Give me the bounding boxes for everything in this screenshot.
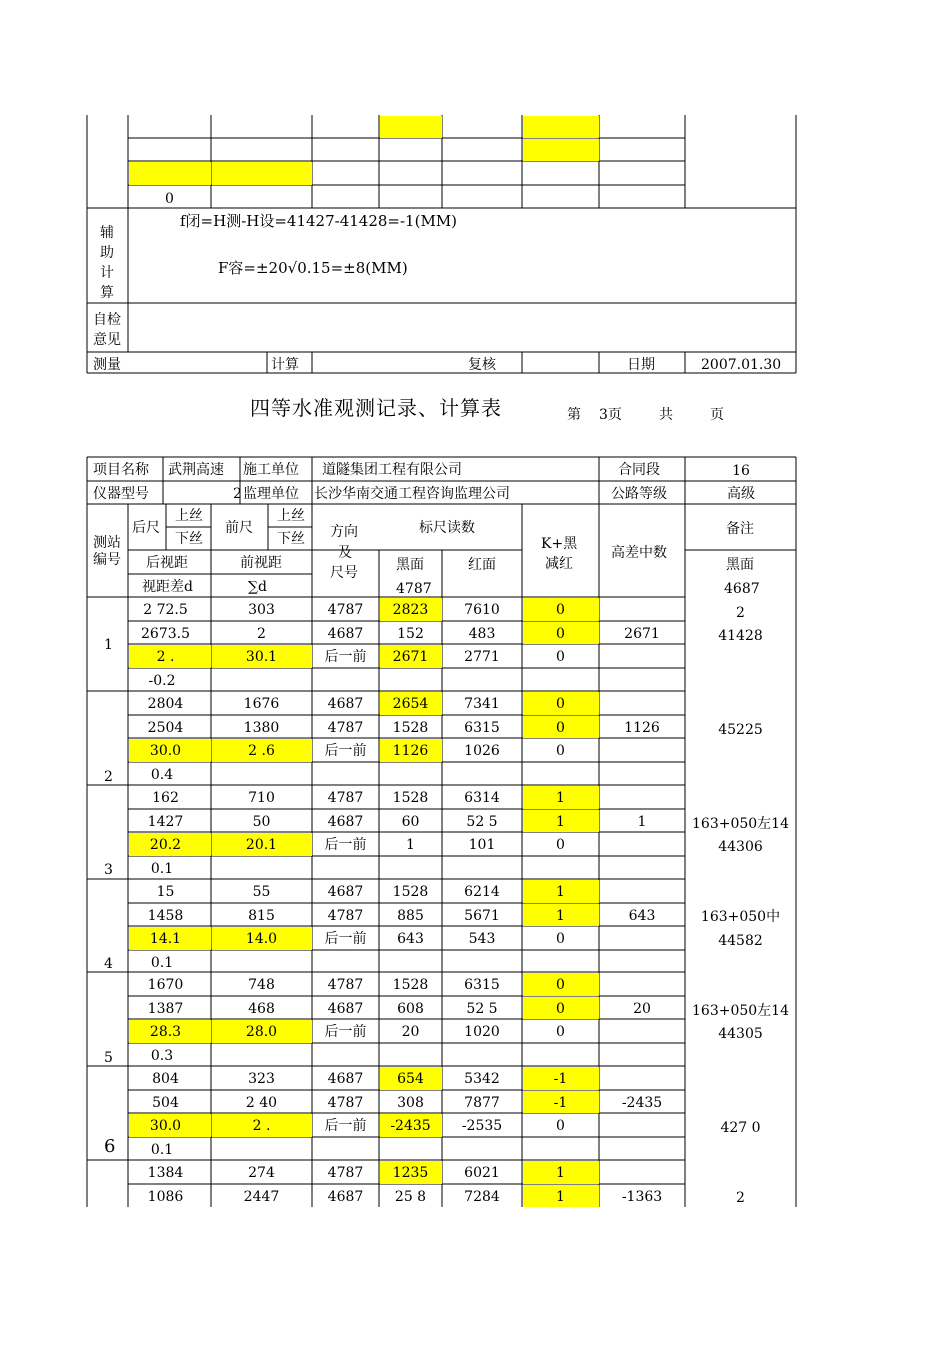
remark: 44306 [718,839,763,855]
height-diff: 1 [637,814,647,830]
k-diff: 0 [556,931,565,947]
black-reading: 1528 [392,977,429,993]
self-check-label: 自检 [93,312,121,328]
k-diff: 0 [556,626,565,642]
direction-value: 后一前 [324,649,367,665]
remark: 2 [736,1190,745,1206]
k-diff: 1 [556,814,565,830]
back-rod-header: 后尺 [132,520,160,536]
page-number-suffix: 页 [710,407,724,423]
black-reading: 1 [406,837,415,853]
direction-value: 4687 [327,884,364,900]
k-diff: 0 [556,649,565,665]
sum-d-header: ∑d [248,579,267,595]
black-reading: 60 [401,814,420,830]
upper-wire-header: 上丝 [175,508,203,524]
front-rod-header: 前尺 [225,520,253,536]
red-reading: 52 5 [466,1001,498,1017]
direction-value: 4787 [327,977,364,993]
black-reading: 1235 [392,1165,429,1181]
closure-error-formula: f闭=H测-H设=41427-41428=-1(MM) [180,212,458,230]
back-value: 14.1 [149,931,182,947]
page-total-label: 共 [659,407,673,423]
station-number: 1 [104,637,113,653]
front-value: 815 [248,908,275,924]
upper-wire-header: 上丝 [277,508,305,524]
front-value: 2 .6 [248,743,275,759]
station-no-header: 编号 [93,552,121,568]
k-diff: -1 [553,1095,568,1111]
k-diff: 1 [556,790,565,806]
back-value: 30.0 [149,1118,182,1134]
height-diff: 643 [628,908,656,924]
back-value: 2804 [147,696,184,712]
red-reading: 543 [468,931,496,947]
date-label: 日期 [627,357,655,373]
front-value: 20.1 [245,837,278,853]
direction-value: 4787 [327,1165,364,1181]
red-reading: 6315 [464,977,500,993]
k-diff: 0 [556,743,565,759]
front-value: 1380 [243,720,280,736]
front-value: 2447 [243,1189,280,1205]
direction-value: 4787 [327,1095,364,1111]
front-value: 2 40 [245,1095,278,1111]
back-value: 30.0 [149,743,182,759]
back-value: 0.3 [150,1048,174,1064]
black-reading: 1528 [392,884,429,900]
red-face-header: 红面 [468,557,496,573]
remark: 163+050左14 [692,1003,789,1019]
date-value: 2007.01.30 [701,357,782,373]
front-value: 14.0 [245,931,278,947]
black-reading: 2671 [392,649,429,665]
red-reading: 6314 [464,790,500,806]
front-value: 468 [248,1001,275,1017]
back-value: 2 . [156,649,175,665]
black-face-header: 黑面 [396,557,424,573]
highlight-cell [212,162,312,185]
remarks-header: 备注 [726,521,754,537]
project-value: 武荆高速 [168,462,224,478]
direction-value: 4687 [327,1189,364,1205]
calc-label: 计算 [271,357,299,373]
red-reading: 7341 [464,696,500,712]
direction-value: 后一前 [324,1024,367,1040]
direction-value: 4787 [327,908,364,924]
remark: 163+050中 [700,909,781,925]
red-reading: 52 5 [466,814,498,830]
project-label: 项目名称 [93,462,149,478]
direction-header: 方向 [330,524,358,540]
remark: 45225 [718,722,763,738]
height-diff: -2435 [621,1095,663,1111]
back-value: -0.2 [148,673,176,689]
road-grade-value: 高级 [727,486,755,502]
back-value: 2504 [147,720,184,736]
red-reading: 5342 [464,1071,500,1087]
k-diff: 1 [556,884,565,900]
back-value: 1458 [147,908,184,924]
k-diff: 0 [556,720,565,736]
k-black-header: 减红 [545,556,573,572]
back-value: 1086 [147,1189,184,1205]
station-number: 4 [104,956,113,972]
contract-label: 合同段 [618,462,660,478]
red-reading: 483 [468,626,496,642]
height-diff: 1126 [624,720,660,736]
red-reading: 1026 [464,743,500,759]
black-reading: 1528 [392,790,429,806]
page-number-prefix: 第 [567,407,581,423]
page-title: 四等水准观测记录、计算表 [250,396,502,420]
front-value: 274 [248,1165,275,1181]
black-reading: 654 [397,1071,424,1087]
instrument-label: 仪器型号 [93,486,149,502]
self-check-label: 意见 [93,332,121,348]
direction-value: 后一前 [324,1118,367,1134]
reading-header: 标尺读数 [419,520,475,536]
back-value: 2673.5 [141,626,190,642]
black-reading: 20 [401,1024,420,1040]
station-number: 5 [104,1050,113,1066]
front-value: 710 [248,790,275,806]
remark: 44305 [718,1026,763,1042]
aux-char: 算 [100,285,114,301]
black-reading: 25 8 [394,1189,427,1205]
direction-value: 4787 [327,790,364,806]
back-value: 1670 [147,977,184,993]
back-value: 1427 [147,814,184,830]
k-diff: 0 [556,977,565,993]
remark: 163+050左14 [692,816,789,832]
remarks-value-header: 4687 [724,581,760,597]
back-value: 162 [152,790,179,806]
back-value: 0.4 [150,767,174,783]
red-reading: 101 [468,837,496,853]
k-diff: 0 [556,1118,565,1134]
direction-value: 4687 [327,626,364,642]
tolerance-formula: F容=±20√0.15=±8(MM) [218,259,408,277]
survey-label: 测量 [93,357,121,373]
remark: 41428 [718,628,763,644]
height-diff: 2671 [624,626,660,642]
height-diff: 20 [633,1001,651,1017]
k-diff: 1 [556,1165,565,1181]
red-reading: 7877 [464,1095,500,1111]
lower-wire-header: 下丝 [175,531,203,547]
remark: 44582 [718,933,763,949]
remark: 427 0 [720,1120,761,1136]
direction-value: 后一前 [324,931,367,947]
black-reading: 608 [397,1001,424,1017]
aux-char: 计 [100,265,114,281]
page-number: 3页 [599,407,622,423]
direction-header: 尺号 [330,565,358,581]
k-black-header: K+黑 [541,536,578,552]
back-value: 20.2 [149,837,182,853]
front-distance-header: 前视距 [240,555,282,571]
red-reading: 5671 [464,908,500,924]
aux-char: 辅 [100,225,114,241]
black-reading: 308 [397,1095,424,1111]
back-value: 504 [152,1095,179,1111]
front-value: 323 [248,1071,275,1087]
highlight-cell [129,162,211,185]
front-value: 30.1 [245,649,278,665]
highlight-cell [380,116,442,138]
aux-char: 助 [100,245,114,261]
red-reading: 6315 [464,720,500,736]
direction-value: 4687 [327,814,364,830]
black-reading: 2823 [392,602,429,618]
black-reading: 1126 [392,743,429,759]
direction-value: 4787 [327,720,364,736]
contract-value: 16 [732,463,750,479]
supervision-value: 长沙华南交通工程咨询监理公司 [314,486,510,502]
red-reading: -2535 [461,1118,503,1134]
red-reading: 1020 [464,1024,500,1040]
red-reading: 6021 [464,1165,500,1181]
back-value: 0.1 [150,1142,174,1158]
red-reading: 6214 [464,884,500,900]
direction-value: 后一前 [324,837,367,853]
black-constant-header: 4787 [396,581,432,597]
back-value: 1384 [147,1165,184,1181]
front-value: 2 [257,626,266,642]
k-diff: 0 [556,602,565,618]
front-value: 1676 [243,696,280,712]
red-reading: 7284 [464,1189,500,1205]
k-diff: 0 [556,837,565,853]
black-reading: -2435 [390,1118,431,1134]
station-number: 2 [104,769,113,785]
k-diff: 0 [556,696,565,712]
highlight-cell [523,116,599,138]
station-number: 6 [104,1136,116,1157]
distance-diff-header: 视距差d [142,579,193,595]
back-value: 15 [156,884,175,900]
direction-value: 4787 [327,602,364,618]
k-diff: 1 [556,908,565,924]
direction-header: 及 [338,545,352,561]
front-value: 748 [248,977,275,993]
instrument-value: 2 [233,486,242,502]
black-reading: 643 [397,931,424,947]
supervision-label: 监理单位 [243,486,299,502]
height-diff: -1363 [621,1189,663,1205]
black-reading: 1528 [392,720,429,736]
front-value: 303 [248,602,275,618]
red-reading: 7610 [464,602,500,618]
construction-label: 施工单位 [243,462,299,478]
k-diff: 1 [556,1189,565,1205]
front-value: 2 . [252,1118,271,1134]
direction-value: 后一前 [324,743,367,759]
direction-value: 4687 [327,1001,364,1017]
black-reading: 152 [397,626,424,642]
back-value: 28.3 [149,1024,182,1040]
k-diff: -1 [553,1071,568,1087]
back-value: 1387 [147,1001,184,1017]
lower-wire-header: 下丝 [277,531,305,547]
front-value: 28.0 [245,1024,278,1040]
back-distance-header: 后视距 [146,555,188,571]
back-value: 0.1 [150,955,174,971]
road-grade-label: 公路等级 [611,486,667,502]
back-value: 0.1 [150,861,174,877]
black-reading: 885 [397,908,424,924]
back-value: 804 [152,1071,179,1087]
highlight-cell [523,139,599,161]
remarks-black-header: 黑面 [726,557,754,573]
black-reading: 2654 [392,696,429,712]
station-no-header: 测站 [93,535,121,551]
construction-value: 道隧集团工程有限公司 [322,462,462,478]
height-diff-header: 高差中数 [611,545,667,561]
station-zero-label: 0 [165,191,174,207]
red-reading: 2771 [464,649,500,665]
direction-value: 4687 [327,1071,364,1087]
front-value: 50 [252,814,271,830]
direction-value: 4687 [327,696,364,712]
station-number: 3 [104,862,113,878]
remark: 2 [736,605,745,621]
back-value: 2 72.5 [143,602,188,618]
k-diff: 0 [556,1001,565,1017]
review-label: 复核 [468,357,496,373]
front-value: 55 [252,884,271,900]
k-diff: 0 [556,1024,565,1040]
